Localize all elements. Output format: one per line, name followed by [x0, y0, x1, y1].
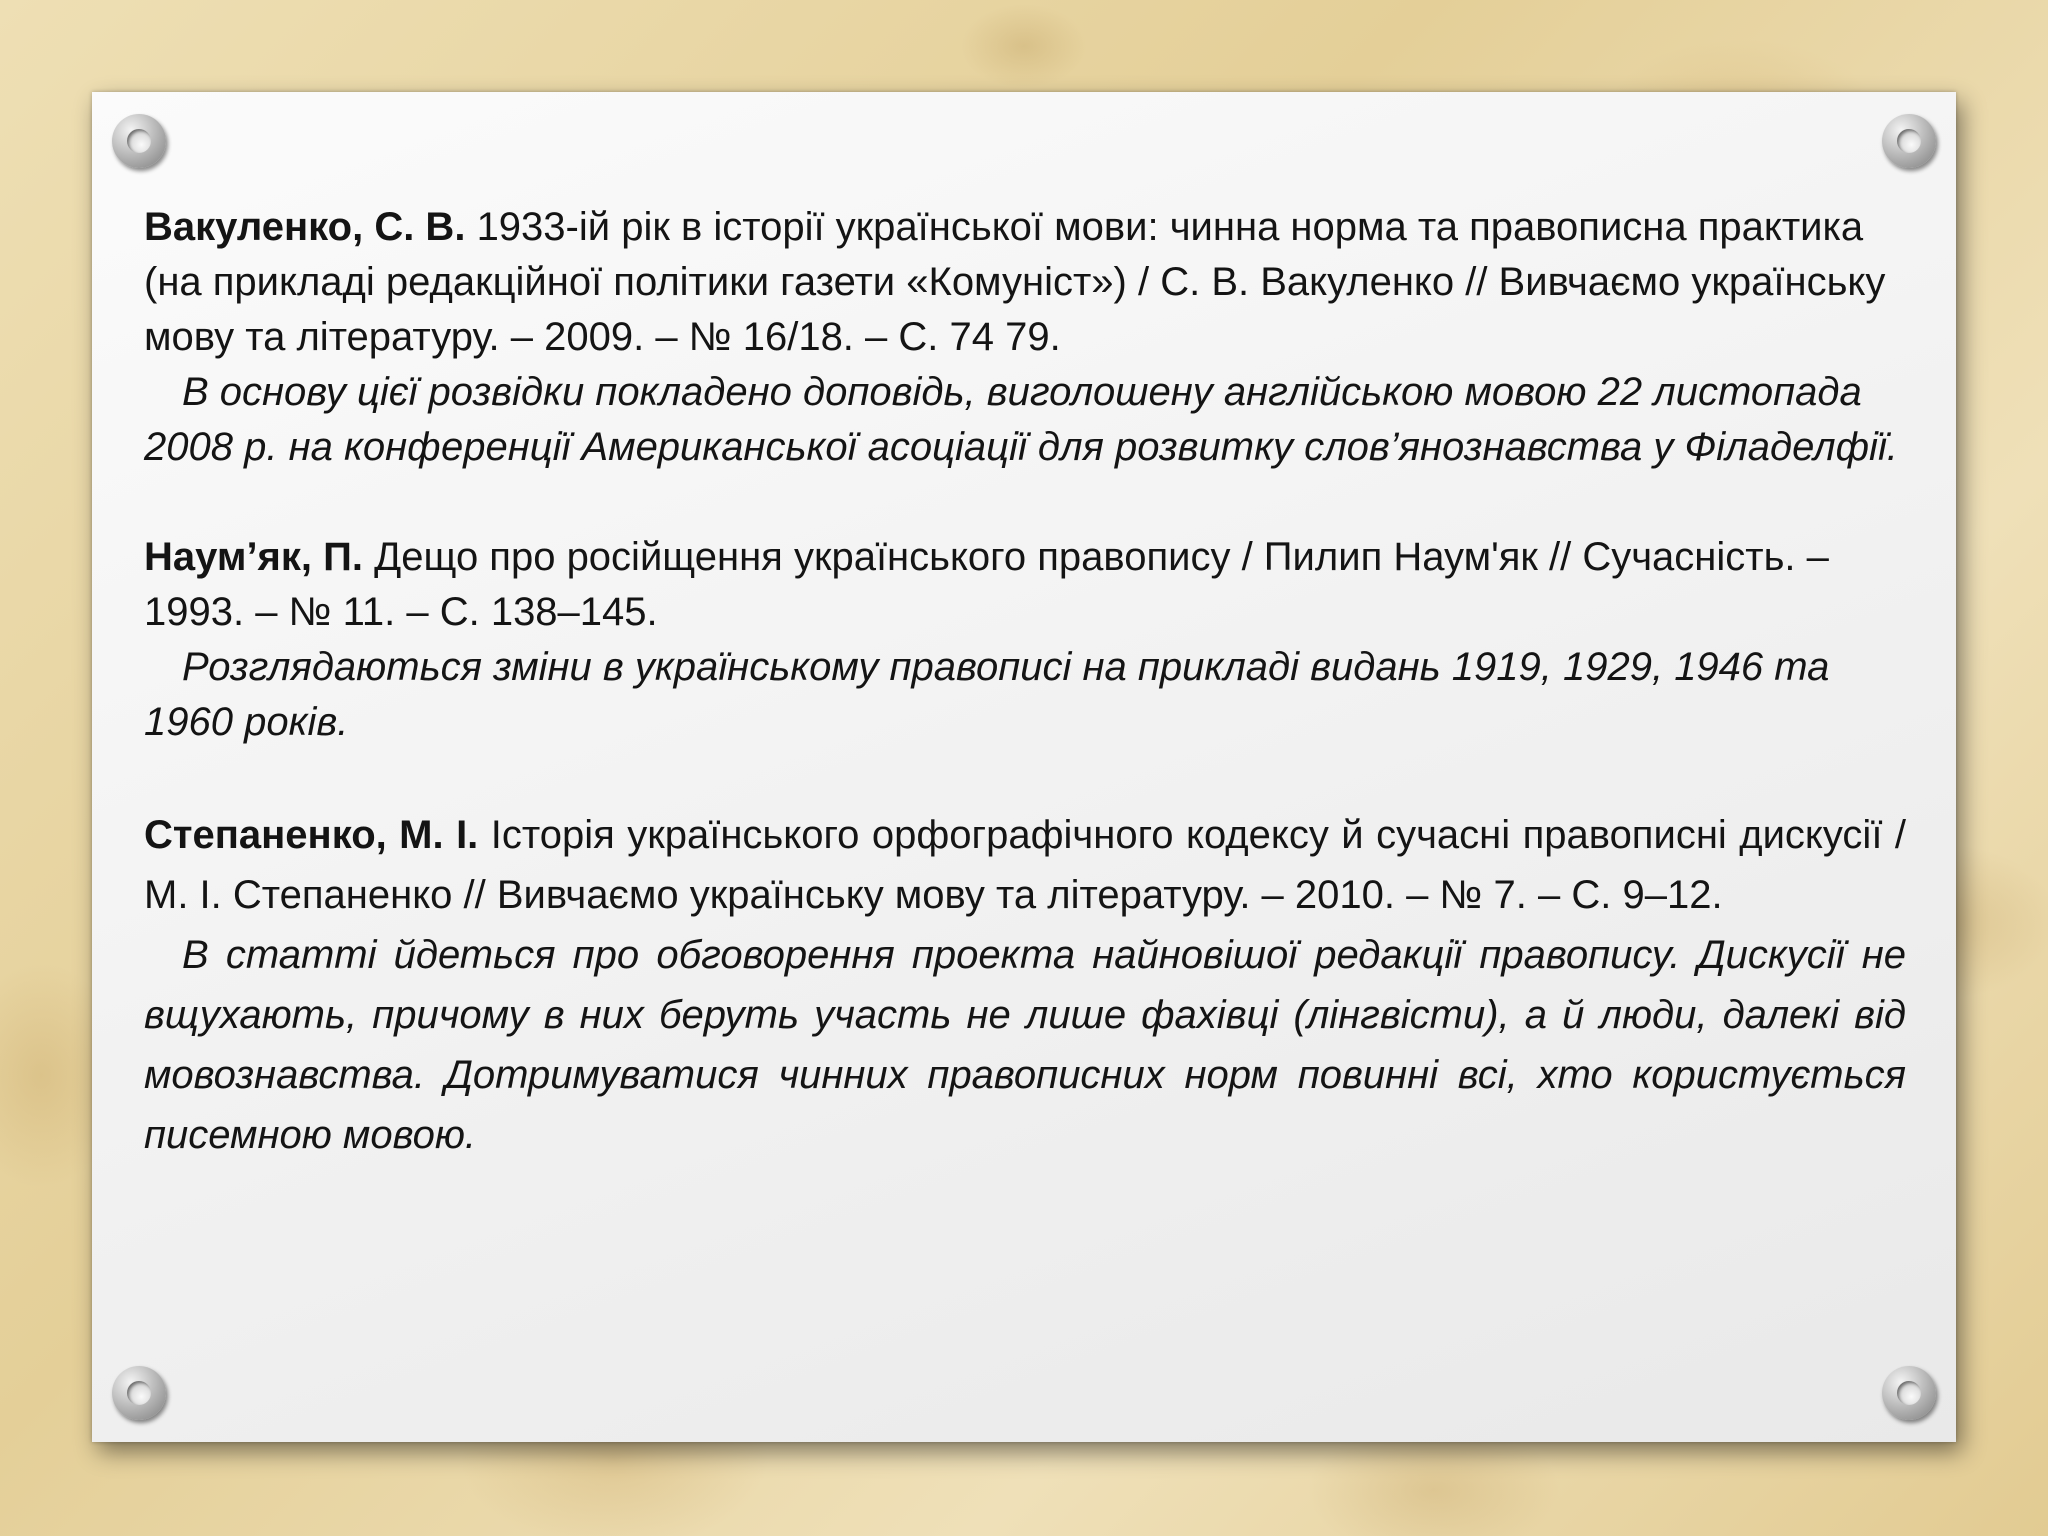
entry-author: Степаненко, М. І.: [144, 813, 479, 857]
bibliography-entry: [144, 530, 1906, 750]
entry-annotation: В основу цієї розвідки покладено доповідь, виголошену англійською мовою 22 листопада 2008 р. на конференції Американської асоціації для розвитку слов’янознавства у Філаделфії.: [144, 370, 1898, 469]
entry-author: Вакуленко, С. В.: [144, 205, 466, 249]
bibliography-list: [144, 200, 1906, 1165]
rivet-icon: [112, 1366, 166, 1420]
entry-citation-text: Дещо про російщення українського правопису / Пилип Наум'як // Сучасність. – 1993. – № 11. – С. 138–145.: [144, 535, 1829, 634]
rivet-icon: [1882, 114, 1936, 168]
slide-panel: [92, 92, 1956, 1442]
entry-citation: [144, 530, 1906, 640]
entry-annotation: Розглядаються зміни в українському правописі на прикладі видань 1919, 1929, 1946 та 1960 років.: [144, 645, 1830, 744]
rivet-icon: [112, 114, 166, 168]
rivet-icon: [1882, 1366, 1936, 1420]
entry-citation: [144, 805, 1906, 925]
entry-citation-text: Історія українського орфографічного кодексу й сучасні правописні дискусії / М. І. Степаненко // Вивчаємо українську мову та літературу. – 2010. – № 7. – С. 9–12.: [144, 813, 1906, 917]
entry-author: Наум’як, П.: [144, 535, 364, 579]
bibliography-entry: [144, 805, 1906, 1165]
entry-annotation: В статті йдеться про обговорення проекта найновішої редакції правопису. Дискусії не вщухають, причому в них беруть участь не лише фахівці (лінгвісти), а й люди, далекі від мовознавства. Дотримуватися чинних правописних норм повинні всі, хто користується писемною мовою.: [144, 933, 1906, 1157]
entry-citation-text: 1933-ій рік в історії української мови: чинна норма та правописна практика (на прикладі редакційної політики газети «Комуніст») / С. В. Вакуленко // Вивчаємо українську мову та літературу. – 2009. – № 16/18. – С. 74 79.: [144, 205, 1886, 359]
bibliography-entry: [144, 200, 1906, 475]
entry-citation: [144, 200, 1906, 365]
